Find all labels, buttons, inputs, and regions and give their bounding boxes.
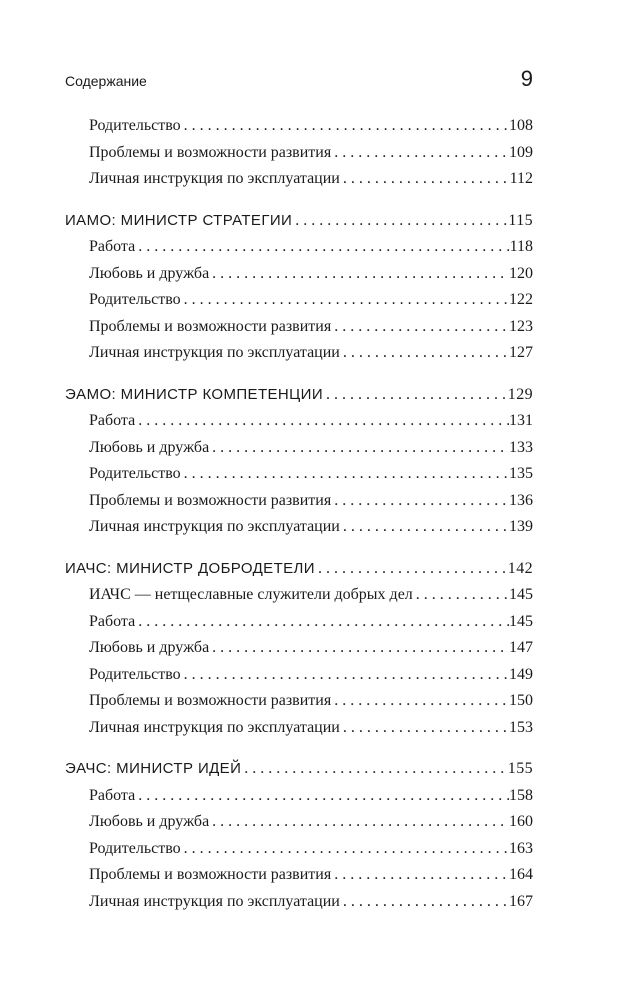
toc-entry-page: 118 xyxy=(509,238,533,255)
toc-subentry xyxy=(65,582,533,609)
dot-leader xyxy=(413,582,509,609)
dot-leader xyxy=(135,783,509,810)
toc-subentry xyxy=(65,514,533,541)
toc-subentry xyxy=(65,609,533,636)
toc-entry-page: 145 xyxy=(509,586,533,603)
toc-entry-title: Личная инструкция по эксплуатации xyxy=(89,518,340,535)
toc-entry-title: Работа xyxy=(89,412,136,429)
toc-entry-title: Работа xyxy=(89,786,136,804)
toc-subentry xyxy=(65,140,533,167)
dot-leader xyxy=(135,234,509,261)
toc-entry-title: Проблемы и возможности развития xyxy=(89,491,332,509)
dot-leader xyxy=(340,715,509,742)
toc-subentry xyxy=(65,783,533,810)
toc-subentry xyxy=(65,862,533,889)
toc-entry-title: Личная инструкция по эксплуатации xyxy=(89,170,340,187)
toc-entry-page: 129 xyxy=(507,385,533,403)
toc-subentry xyxy=(65,113,533,140)
toc-entry-title: Родительство xyxy=(89,291,181,308)
toc-subentry xyxy=(65,889,533,916)
toc-entry-title: Любовь и дружба xyxy=(89,264,210,282)
toc-entry-title: Личная инструкция по эксплуатации xyxy=(89,344,340,361)
page-number: 9 xyxy=(520,66,533,91)
toc-entry-title: Проблемы и возможности развития xyxy=(89,143,332,161)
toc-entry-title: ИАЧС — нетщеславные служители добрых дел xyxy=(89,586,413,603)
toc-entry-title: Любовь и дружба xyxy=(89,639,210,656)
dot-leader xyxy=(135,609,509,636)
toc-entry-page: 155 xyxy=(507,760,533,777)
dot-leader xyxy=(181,287,509,314)
toc-entry-page: 123 xyxy=(509,317,533,335)
dot-leader xyxy=(331,488,509,515)
toc-chapter-entry xyxy=(65,208,533,235)
toc-entry-page: 163 xyxy=(509,839,533,857)
dot-leader xyxy=(340,166,510,193)
dot-leader xyxy=(340,514,509,541)
dot-leader xyxy=(340,889,509,916)
toc-entry-page: 112 xyxy=(509,170,533,187)
toc-entry-title: ИАМО: МИНИСТР СТРАТЕГИИ xyxy=(65,211,293,229)
table-of-contents xyxy=(65,113,533,915)
dot-leader xyxy=(323,382,508,409)
toc-subentry xyxy=(65,461,533,488)
toc-entry-page: 133 xyxy=(509,438,533,456)
toc-entry-page: 150 xyxy=(509,692,533,709)
toc-subentry xyxy=(65,635,533,662)
dot-leader xyxy=(292,208,508,235)
toc-entry-page: 115 xyxy=(508,211,533,229)
dot-leader xyxy=(181,662,509,689)
toc-subentry xyxy=(65,340,533,367)
toc-entry-title: ЭАМО: МИНИСТР КОМПЕТЕНЦИИ xyxy=(65,385,324,403)
dot-leader xyxy=(209,809,509,836)
toc-subentry xyxy=(65,287,533,314)
toc-entry-page: 120 xyxy=(509,264,533,282)
toc-subentry xyxy=(65,715,533,742)
toc-subentry xyxy=(65,809,533,836)
dot-leader xyxy=(209,635,509,662)
toc-entry-page: 139 xyxy=(509,518,533,535)
toc-entry-title: Родительство xyxy=(89,465,181,482)
toc-entry-title: Любовь и дружба xyxy=(89,438,210,456)
toc-subentry xyxy=(65,261,533,288)
toc-entry-page: 142 xyxy=(507,559,533,577)
toc-entry-title: Личная инструкция по эксплуатации xyxy=(89,718,340,736)
toc-subentry xyxy=(65,836,533,863)
toc-entry-page: 147 xyxy=(509,639,533,656)
dot-leader xyxy=(241,756,508,783)
toc-subentry xyxy=(65,435,533,462)
toc-subentry xyxy=(65,488,533,515)
toc-entry-title: Работа xyxy=(89,238,136,255)
toc-entry-page: 153 xyxy=(509,718,533,736)
toc-subentry xyxy=(65,408,533,435)
dot-leader xyxy=(340,340,509,367)
toc-entry-title: Работа xyxy=(89,612,136,630)
toc-entry-title: Проблемы и возможности развития xyxy=(89,317,332,335)
toc-entry-title: Любовь и дружба xyxy=(89,813,210,830)
toc-subentry xyxy=(65,314,533,341)
toc-entry-title: Личная инструкция по эксплуатации xyxy=(89,892,340,910)
toc-entry-page: 149 xyxy=(509,665,533,683)
toc-entry-title: Родительство xyxy=(89,117,181,134)
dot-leader xyxy=(181,836,509,863)
toc-subentry xyxy=(65,234,533,261)
toc-entry-page: 109 xyxy=(509,143,533,161)
toc-entry-page: 108 xyxy=(509,117,533,134)
dot-leader xyxy=(209,435,509,462)
toc-entry-title: ИАЧС: МИНИСТР ДОБРОДЕТЕЛИ xyxy=(65,559,315,577)
toc-entry-title: Родительство xyxy=(89,665,181,683)
toc-chapter-entry xyxy=(65,756,533,783)
toc-entry-title: Родительство xyxy=(89,839,181,857)
dot-leader xyxy=(135,408,509,435)
toc-entry-page: 164 xyxy=(509,866,533,883)
dot-leader xyxy=(331,314,509,341)
toc-entry-page: 160 xyxy=(509,813,533,830)
toc-subentry xyxy=(65,166,533,193)
toc-chapter-entry xyxy=(65,556,533,583)
dot-leader xyxy=(331,862,509,889)
running-header-title: Содержание xyxy=(65,73,147,89)
toc-entry-page: 135 xyxy=(509,465,533,482)
dot-leader xyxy=(315,556,508,583)
toc-entry-page: 167 xyxy=(509,892,533,910)
toc-entry-page: 158 xyxy=(509,786,533,804)
toc-chapter-entry xyxy=(65,382,533,409)
toc-subentry xyxy=(65,662,533,689)
dot-leader xyxy=(181,113,509,140)
toc-subentry xyxy=(65,688,533,715)
toc-entry-page: 122 xyxy=(509,291,533,308)
toc-entry-page: 145 xyxy=(509,612,533,630)
dot-leader xyxy=(331,688,509,715)
toc-entry-page: 131 xyxy=(509,412,533,429)
toc-entry-page: 136 xyxy=(509,491,533,509)
toc-entry-title: Проблемы и возможности развития xyxy=(89,866,332,883)
dot-leader xyxy=(209,261,509,288)
dot-leader xyxy=(331,140,509,167)
toc-entry-page: 127 xyxy=(509,344,533,361)
toc-entry-title: ЭАЧС: МИНИСТР ИДЕЙ xyxy=(65,760,242,777)
toc-entry-title: Проблемы и возможности развития xyxy=(89,692,332,709)
dot-leader xyxy=(181,461,509,488)
